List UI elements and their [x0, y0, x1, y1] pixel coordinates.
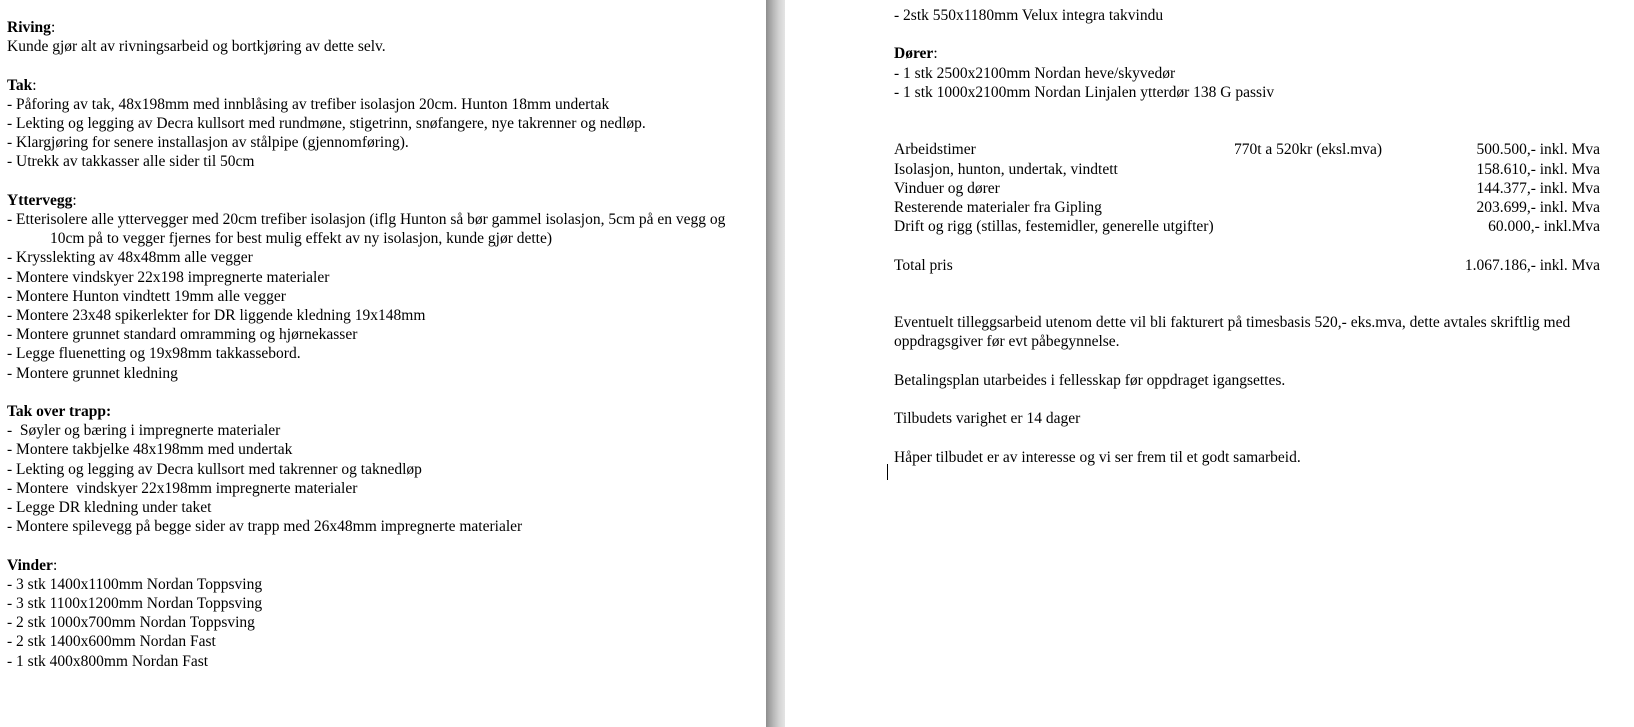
- tak-over-trapp-line: - Legge DR kledning under taket: [7, 499, 212, 517]
- cost-label: Resterende materialer fra Gipling: [894, 198, 1102, 216]
- cost-amount: 158.610,- inkl. Mva: [1476, 160, 1600, 178]
- yttervegg-line: - Montere grunnet kledning: [7, 364, 178, 382]
- vinder-line: - 2 stk 1400x600mm Nordan Fast: [7, 633, 216, 651]
- heading-yttervegg: Yttervegg: [7, 191, 73, 209]
- cost-amount: 60.000,- inkl.Mva: [1488, 218, 1600, 236]
- velux-line: - 2stk 550x1180mm Velux integra takvindu: [894, 7, 1164, 24]
- paragraph-closing: Håper tilbudet er av interesse og vi ser frem til et godt samarbeid.: [894, 448, 1301, 466]
- paragraph-payment-plan: Betalingsplan utarbeides i fellesskap før oppdraget igangsettes.: [894, 371, 1286, 389]
- cost-amount: 203.699,- inkl. Mva: [1476, 198, 1600, 216]
- cost-row: [894, 217, 1600, 236]
- cost-label: Drift og rigg (stillas, festemidler, generelle utgifter): [894, 218, 1214, 236]
- paragraph-validity: Tilbudets varighet er 14 dager: [894, 410, 1081, 428]
- yttervegg-line: - Etterisolere alle yttervegger med 20cm trefiber isolasjon (iflg Hunton så bør gammel isolasjon, 5cm på en vegg og 10cm på to vegger fjernes for best mulig effekt av ny isolasjon, kunde gjør dette): [7, 211, 726, 248]
- yttervegg-line: - Montere vindskyer 22x198 impregnerte materialer: [7, 268, 330, 286]
- cost-row: [894, 198, 1600, 217]
- paragraph-extra-work: Eventuelt tilleggsarbeid utenom dette vil bli fakturert på timesbasis 520,- eks.mva, dette avtales skriftlig med oppdragsgiver før evt påbegynnelse.: [894, 314, 1571, 351]
- text-cursor: [887, 464, 888, 480]
- yttervegg-line: - Montere grunnet standard omramming og hjørnekasser: [7, 326, 358, 344]
- cost-amount: 144.377,- inkl. Mva: [1476, 179, 1600, 197]
- section-riving: Riving: Kunde gjør alt av rivningsarbeid og bortkjøring av dette selv.: [7, 18, 762, 56]
- cost-row: [894, 179, 1600, 198]
- section-tak-over-trapp: [7, 402, 762, 536]
- page-right-text[interactable]: [894, 6, 1600, 467]
- dorer-line: - 1 stk 1000x2100mm Nordan Linjalen ytterdør 138 G passiv: [894, 83, 1275, 101]
- tak-over-trapp-line: - Montere takbjelke 48x198mm med undertak: [7, 441, 293, 459]
- tak-line: - Påforing av tak, 48x198mm med innblåsing av trefiber isolasjon 20cm. Hunton 18mm undertak: [7, 95, 610, 113]
- page-gutter: [766, 0, 785, 727]
- cost-amount: 500.500,- inkl. Mva: [1476, 141, 1600, 159]
- page-left-text[interactable]: [7, 18, 762, 671]
- document-page-right[interactable]: [785, 0, 1634, 727]
- riving-line: Kunde gjør alt av rivningsarbeid og bortkjøring av dette selv.: [7, 38, 386, 56]
- heading-dorer: Dører: [894, 45, 934, 63]
- cost-note: [1234, 179, 1454, 198]
- dorer-line: - 1 stk 2500x2100mm Nordan heve/skyvedør: [894, 64, 1176, 82]
- yttervegg-line: - Legge fluenetting og 19x98mm takkassebord.: [7, 345, 301, 363]
- cost-label: Isolasjon, hunton, undertak, vindtett: [894, 160, 1118, 178]
- cost-note: [1234, 198, 1454, 217]
- tak-over-trapp-line: - Montere vindskyer 22x198mm impregnerte materialer: [7, 479, 358, 497]
- cost-note: 770t a 520kr (eksl.mva): [1234, 141, 1383, 159]
- yttervegg-line: - Montere Hunton vindtett 19mm alle vegger: [7, 287, 286, 305]
- cost-row: [894, 160, 1600, 179]
- vinder-line: - 2 stk 1000x700mm Nordan Toppsving: [7, 614, 255, 632]
- section-dorer: Dører: - 1 stk 2500x2100mm Nordan heve/skyvedør - 1 stk 1000x2100mm Nordan Linjalen ytterdør 138 G passiv: [894, 44, 1600, 102]
- heading-riving: Riving: [7, 19, 51, 36]
- cost-note: [1234, 160, 1454, 179]
- yttervegg-line: - Montere 23x48 spikerlekter for DR liggende kledning 19x148mm: [7, 307, 426, 325]
- tak-over-trapp-line: - Lekting og legging av Decra kullsort med takrenner og taknedløp: [7, 460, 422, 478]
- yttervegg-line: - Krysslekting av 48x48mm alle vegger: [7, 249, 253, 267]
- tak-line: - Utrekk av takkasser alle sider til 50cm: [7, 153, 255, 171]
- heading-vinder: Vinder: [7, 556, 53, 574]
- tak-line: - Klargjøring for senere installasjon av stålpipe (gjennomføring).: [7, 134, 409, 152]
- vinder-line: - 3 stk 1100x1200mm Nordan Toppsving: [7, 595, 263, 613]
- total-row: [894, 256, 1600, 275]
- cost-label: Arbeidstimer: [894, 141, 976, 159]
- section-yttervegg: Yttervegg: - Etterisolere alle yttervegger med 20cm trefiber isolasjon (iflg Hunton så bør gammel isolasjon, 5cm på en vegg og 10cm på to vegger fjernes for best mulig effekt av ny isolasjon, kunde gjør dette) - Krysslekting av 48x48mm alle vegger - Montere vindskyer 22x198 impregnerte materialer - Montere Hunton vindtett 19mm alle vegger - Montere 23x48 spikerlekter for DR liggende kledning 19x148mm - Montere grunnet standard omramming og hjørnekasser - Legge fluenetting og 19x98mm takkassebord. - Montere grunnet kledning: [7, 191, 762, 383]
- section-vinder: Vinder: - 3 stk 1400x1100mm Nordan Toppsving - 3 stk 1100x1200mm Nordan Toppsving - 2 stk 1000x700mm Nordan Toppsving - 2 stk 1400x600mm Nordan Fast - 1 stk 400x800mm Nordan Fast: [7, 556, 762, 671]
- tak-line: - Lekting og legging av Decra kullsort med rundmøne, stigetrinn, snøfangere, nye takrenner og nedløp.: [7, 115, 646, 132]
- document-page-left[interactable]: [0, 0, 766, 727]
- total-amount: 1.067.186,- inkl. Mva: [1464, 256, 1600, 274]
- cost-row: [894, 140, 1600, 159]
- tak-over-trapp-line: - Søyler og bæring i impregnerte materialer: [7, 422, 281, 440]
- cost-table: [894, 140, 1600, 274]
- tak-over-trapp-line: - Montere spilevegg på begge sider av trapp med 26x48mm impregnerte materialer: [7, 518, 523, 536]
- total-label: Total pris: [894, 256, 953, 274]
- vinder-line: - 3 stk 1400x1100mm Nordan Toppsving: [7, 575, 263, 593]
- cost-label: Vinduer og dører: [894, 179, 1000, 197]
- section-tak: Tak: - Påforing av tak, 48x198mm med innblåsing av trefiber isolasjon 20cm. Hunton 18mm undertak - Lekting og legging av Decra kullsort med rundmøne, stigetrinn, snøfangere, nye takrenner og nedløp. - Klargjøring for senere installasjon av stålpipe (gjennomføring). - Utrekk av takkasser alle sider til 50cm: [7, 76, 762, 172]
- heading-tak-over-trapp: Tak over trapp:: [7, 403, 112, 421]
- heading-tak: Tak: [7, 76, 33, 94]
- vinder-line: - 1 stk 400x800mm Nordan Fast: [7, 652, 209, 670]
